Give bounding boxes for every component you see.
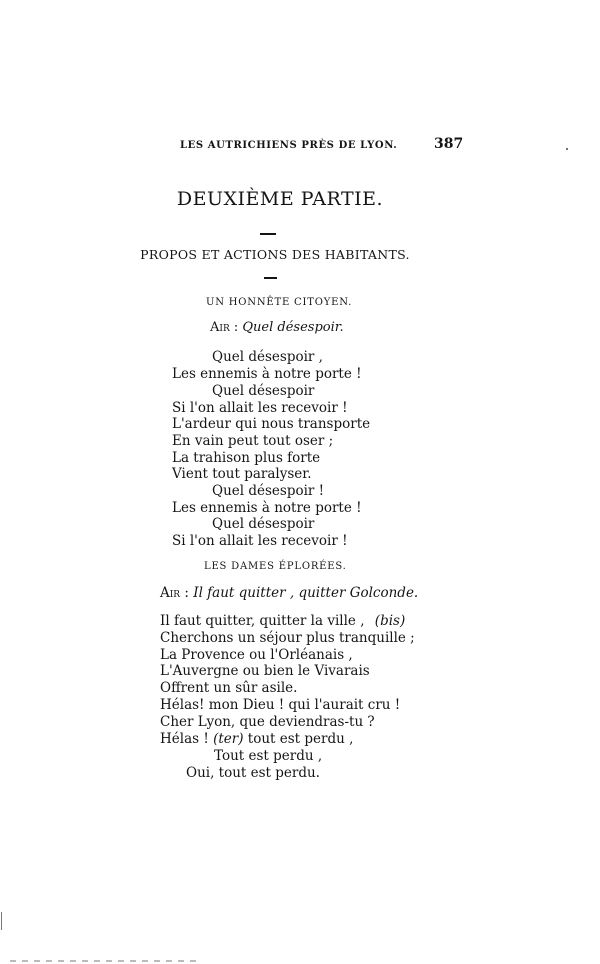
verse-line: L'Auvergne ou bien le Vivarais — [160, 663, 370, 679]
air-title: Il faut quitter , quitter Golconde. — [193, 585, 419, 601]
air-separator: : — [180, 585, 194, 601]
air-indication — [160, 585, 418, 601]
scan-bottom-artifact — [10, 960, 200, 962]
verse-text: tout est perdu , — [243, 731, 354, 747]
verse-line: Si l'on allait les recevoir ! — [172, 400, 348, 416]
verse-line: Quel désespoir — [212, 516, 315, 532]
verse-line — [160, 731, 353, 747]
verse-line: Vient tout paralyser. — [172, 466, 312, 482]
verse-line: Quel désespoir , — [212, 349, 323, 365]
verse-text: Il faut quitter, quitter la ville , — [160, 613, 365, 629]
scan-edge-mark — [1, 912, 2, 930]
air-indication — [210, 320, 344, 335]
repeat-marker: (bis) — [374, 613, 406, 629]
air-separator: : — [229, 320, 243, 335]
verse-line: L'ardeur qui nous transporte — [172, 416, 371, 432]
verse-line: Les ennemis à notre porte ! — [172, 366, 362, 382]
speaker-heading: UN HONNÊTE CITOYEN. — [206, 297, 353, 308]
speaker-heading: LES DAMES ÉPLORÉES. — [204, 561, 347, 572]
separator-dash — [264, 277, 277, 279]
verse-line: En vain peut tout oser ; — [172, 433, 334, 449]
verse-line: Cher Lyon, que deviendras-tu ? — [160, 714, 375, 730]
repeat-marker: (ter) — [213, 731, 244, 747]
verse-line: Cherchons un séjour plus tranquille ; — [160, 630, 415, 646]
verse-line: Oui, tout est perdu. — [186, 765, 320, 781]
air-label: Air — [160, 585, 181, 601]
verse-line: Offrent un sûr asile. — [160, 680, 298, 696]
verse-line — [160, 613, 405, 629]
air-label: Air — [210, 320, 230, 335]
part-title: DEUXIÈME PARTIE. — [176, 188, 384, 210]
section-title: PROPOS ET ACTIONS DES HABITANTS. — [140, 247, 410, 262]
separator-dash — [260, 233, 276, 235]
verse-line: Les ennemis à notre porte ! — [172, 500, 362, 516]
verse-line: Si l'on allait les recevoir ! — [172, 533, 348, 549]
verse-line: Quel désespoir ! — [212, 483, 325, 499]
verse-line: La Provence ou l'Orléanais , — [160, 647, 353, 663]
running-title: LES AUTRICHIENS PRÈS DE LYON. — [180, 140, 398, 151]
verse-line: La trahison plus forte — [172, 450, 321, 466]
verse-line: Tout est perdu , — [214, 748, 323, 764]
ink-speck — [566, 148, 568, 150]
verse-line: Quel désespoir — [212, 383, 315, 399]
page-number: 387 — [434, 136, 464, 152]
air-title: Quel désespoir. — [242, 320, 344, 335]
verse-text: Hélas ! — [160, 731, 214, 747]
verse-line: Hélas! mon Dieu ! qui l'aurait cru ! — [160, 697, 401, 713]
